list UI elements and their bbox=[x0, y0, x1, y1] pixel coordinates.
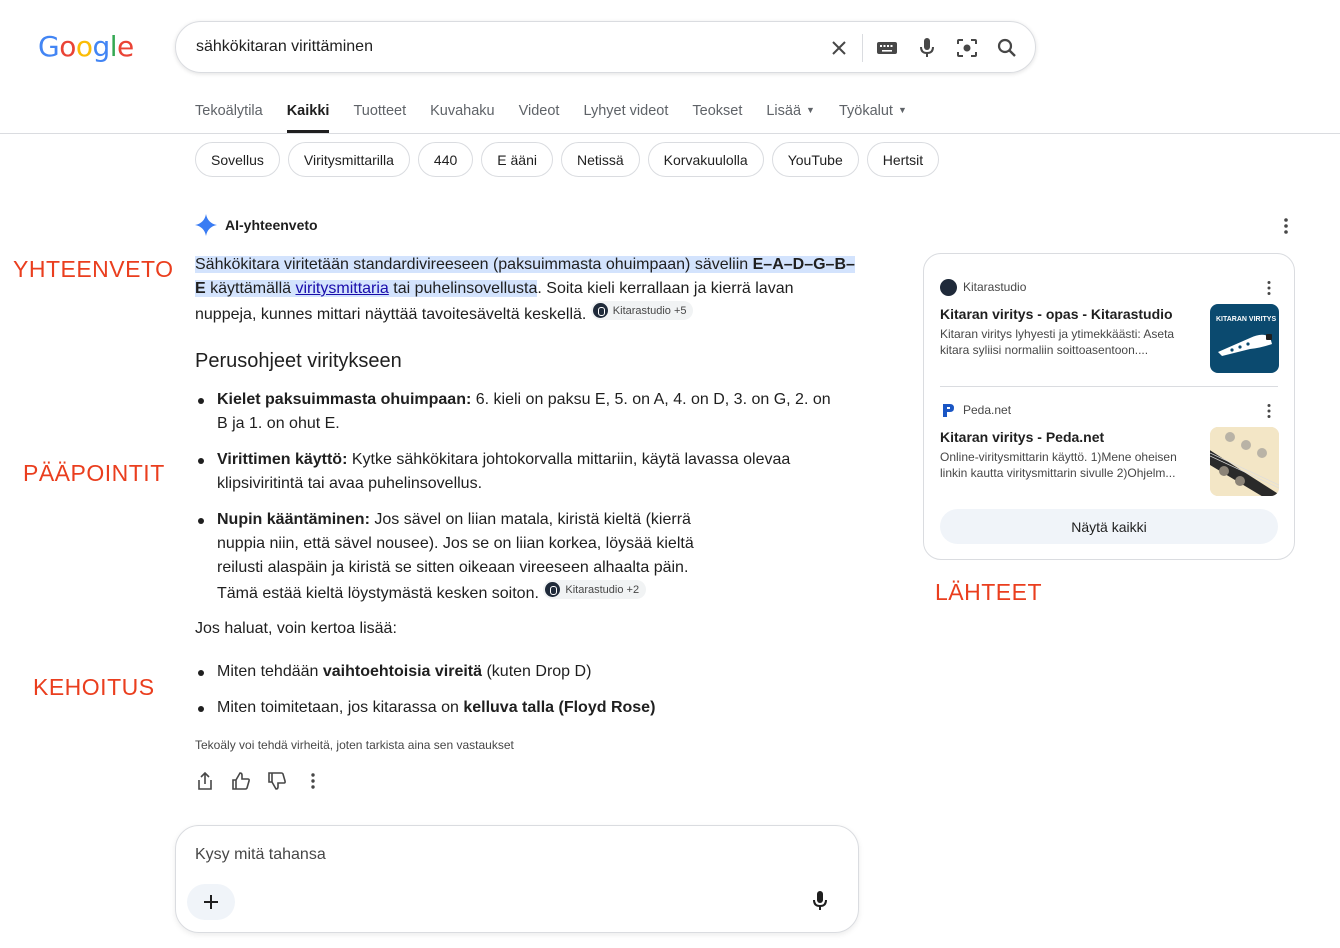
kitarastudio-icon bbox=[593, 303, 608, 318]
ai-overview-heading: AI-yhteenveto bbox=[195, 214, 318, 236]
item-label: Virittimen käyttö: bbox=[217, 451, 348, 468]
plus-icon bbox=[203, 894, 219, 910]
google-logo[interactable]: Google bbox=[38, 30, 134, 63]
feedback-row bbox=[195, 770, 339, 792]
clear-icon[interactable] bbox=[827, 36, 851, 60]
tab-teokset[interactable]: Teokset bbox=[692, 103, 743, 119]
microphone-icon[interactable] bbox=[812, 890, 828, 917]
tab-videot[interactable]: Videot bbox=[518, 103, 560, 119]
ask-input[interactable]: Kysy mitä tahansa bbox=[195, 846, 326, 863]
source-menu-icon[interactable] bbox=[1266, 403, 1272, 424]
source-site-label: Kitarastudio bbox=[963, 280, 1027, 294]
follow-up-item[interactable] bbox=[195, 696, 655, 720]
item-label: Nupin kääntäminen: bbox=[217, 511, 370, 528]
share-icon[interactable] bbox=[195, 770, 215, 792]
thumbs-down-icon[interactable] bbox=[267, 770, 287, 792]
microphone-icon[interactable] bbox=[915, 36, 939, 60]
source-site-label: Peda.net bbox=[963, 403, 1012, 417]
item-text: Kytke sähkökitara johtokorvalla mittariin, käytä lavassa olevaa klipsiviritintä tai avaa puhelinsovellus. bbox=[217, 451, 791, 492]
caret-down-icon: ▼ bbox=[806, 105, 815, 115]
gemini-sparkle-icon bbox=[195, 214, 217, 236]
summary-highlight: Sähkökitara viritetään standardivireeseen (paksuimmasta ohuimpaan) säveliin bbox=[195, 256, 753, 273]
key-points-list bbox=[195, 388, 845, 618]
tab-lisaa[interactable]: Lisää ▼ bbox=[766, 103, 815, 119]
citation-chip[interactable] bbox=[591, 301, 694, 320]
annotation-sources: LÄHTEET bbox=[935, 579, 1043, 605]
annotation-points: PÄÄPOINTIT bbox=[23, 460, 165, 486]
thumbnail-text: KITARAN VIRITYS bbox=[1216, 316, 1277, 323]
peda-net-icon bbox=[940, 402, 957, 419]
item-text: 6. kieli on paksu E, 5. on A, 4. on D, 3. on G, 2. on B ja 1. on ohut E. bbox=[217, 391, 831, 432]
source-site bbox=[940, 278, 1280, 296]
source-site bbox=[940, 401, 1280, 419]
keyboard-icon[interactable] bbox=[875, 36, 899, 60]
tab-lyhyet-videot[interactable]: Lyhyet videot bbox=[583, 103, 669, 119]
source-thumbnail[interactable] bbox=[1210, 427, 1279, 496]
search-tabs bbox=[195, 103, 931, 133]
source-divider bbox=[940, 386, 1278, 387]
chip-viritysmittarilla[interactable]: Viritysmittarilla bbox=[288, 142, 410, 177]
list-item bbox=[195, 508, 845, 606]
item-text: Miten toimitetaan, jos kitarassa on bbox=[217, 699, 464, 716]
chip-youtube[interactable]: YouTube bbox=[772, 142, 859, 177]
follow-up-intro: Jos haluat, voin kertoa lisää: bbox=[195, 620, 397, 637]
chip-hertsit[interactable]: Hertsit bbox=[867, 142, 939, 177]
list-item bbox=[195, 388, 845, 436]
annotation-summary: YHTEENVETO bbox=[13, 256, 174, 282]
summary-highlight: käyttämällä bbox=[205, 280, 296, 297]
source-title[interactable]: Kitaran viritys - opas - Kitarastudio bbox=[940, 306, 1173, 322]
guitar-headstock-image bbox=[1210, 304, 1279, 373]
viritysmittari-link[interactable]: viritysmittaria bbox=[295, 280, 389, 297]
more-options-icon[interactable] bbox=[1277, 216, 1295, 241]
tab-tuotteet[interactable]: Tuotteet bbox=[353, 103, 407, 119]
summary-highlight: tai puhelinsovellusta bbox=[388, 280, 538, 297]
item-text: Miten tehdään bbox=[217, 663, 323, 680]
section-title: Perusohjeet viritykseen bbox=[195, 350, 402, 372]
tab-tekoalytila[interactable]: Tekoälytila bbox=[195, 103, 263, 119]
refinement-chips bbox=[195, 142, 947, 177]
lens-icon[interactable] bbox=[955, 36, 979, 60]
source-snippet: Online-viritysmittarin käyttö. 1)Mene oheisen linkin kautta viritysmittarin sivulle 2)Ohjelm... bbox=[940, 450, 1177, 480]
chip-netissa[interactable]: Netissä bbox=[561, 142, 640, 177]
summary-text: . Soita kieli kerrallaan ja kierrä lavan nuppeja, kunnes mittari näyttää tavoitesäveltä keskellä. bbox=[195, 280, 794, 323]
ask-box[interactable] bbox=[175, 825, 859, 933]
tab-tyokalut[interactable]: Työkalut ▼ bbox=[838, 103, 907, 119]
sources-panel bbox=[923, 253, 1295, 560]
chip-e-aani[interactable]: E ääni bbox=[481, 142, 553, 177]
tab-kaikki[interactable]: Kaikki bbox=[287, 103, 330, 133]
show-all-button[interactable]: Näytä kaikki bbox=[940, 509, 1278, 544]
chip-440[interactable]: 440 bbox=[418, 142, 473, 177]
follow-up-list bbox=[195, 660, 655, 732]
chip-korvakuulolla[interactable]: Korvakuulolla bbox=[648, 142, 764, 177]
item-text: (kuten Drop D) bbox=[482, 663, 592, 680]
source-thumbnail[interactable] bbox=[1210, 304, 1279, 373]
follow-up-item[interactable] bbox=[195, 660, 655, 684]
item-text: Jos sävel on liian matala, kiristä kieltä (kierrä nuppia niin, että sävel nousee). Jos se on liian korkea, löysää kieltä reilusti alaspäin ja kiristä se sitten oikeaan vireeseen alhaalta päin. Tämä estää kieltä löystymästä kesken soiton. bbox=[217, 511, 694, 602]
citation-chip[interactable] bbox=[543, 580, 646, 599]
kitarastudio-icon bbox=[940, 279, 957, 296]
tabs-divider bbox=[0, 133, 1340, 134]
guitar-tuners-image bbox=[1210, 427, 1279, 496]
kitarastudio-icon bbox=[545, 582, 560, 597]
citation-label: Kitarastudio +5 bbox=[612, 304, 687, 317]
item-label: Kielet paksuimmasta ohuimpaan: bbox=[217, 391, 472, 408]
source-snippet: Kitaran viritys lyhyesti ja ytimekkäästi: Aseta kitara syliisi normaliin soittoasentoon.... bbox=[940, 327, 1175, 357]
more-options-icon[interactable] bbox=[303, 770, 323, 792]
ai-summary bbox=[195, 253, 855, 327]
source-menu-icon[interactable] bbox=[1266, 280, 1272, 301]
search-divider bbox=[862, 34, 863, 62]
tab-kuvahaku[interactable]: Kuvahaku bbox=[430, 103, 495, 119]
item-bold: kelluva talla (Floyd Rose) bbox=[463, 699, 656, 716]
annotation-prompt: KEHOITUS bbox=[33, 674, 155, 700]
chip-sovellus[interactable]: Sovellus bbox=[195, 142, 280, 177]
search-input[interactable]: sähkökitaran virittäminen bbox=[196, 38, 373, 55]
list-item bbox=[195, 448, 845, 496]
search-box[interactable] bbox=[175, 21, 1036, 73]
citation-label: Kitarastudio +2 bbox=[565, 583, 640, 596]
source-title[interactable]: Kitaran viritys - Peda.net bbox=[940, 429, 1105, 445]
caret-down-icon: ▼ bbox=[897, 105, 907, 115]
search-icon[interactable] bbox=[995, 36, 1019, 60]
add-button[interactable] bbox=[187, 884, 235, 920]
thumbs-up-icon[interactable] bbox=[231, 770, 251, 792]
summary-notes: E–A–D–G–B–E bbox=[195, 256, 855, 297]
ai-disclaimer: Tekoäly voi tehdä virheitä, joten tarkista aina sen vastaukset bbox=[195, 738, 514, 752]
item-bold: vaihtoehtoisia vireitä bbox=[322, 663, 483, 680]
